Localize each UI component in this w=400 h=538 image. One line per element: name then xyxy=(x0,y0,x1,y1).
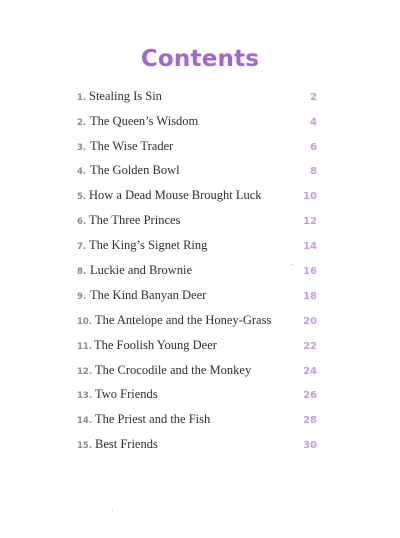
toc-entry[interactable] xyxy=(0,113,400,135)
entry-page-number: 24 xyxy=(303,366,317,377)
entry-number: 7. xyxy=(77,242,87,252)
entry-title: The Foolish Young Deer xyxy=(94,338,217,352)
entry-title: Stealing Is Sin xyxy=(89,89,162,103)
toc-entry[interactable] xyxy=(0,138,400,160)
entry-page-number: 8 xyxy=(310,166,317,177)
toc-entry[interactable] xyxy=(0,237,400,259)
entry-page-number: 4 xyxy=(310,117,317,128)
entry-number: 15. xyxy=(77,441,93,451)
entry-page-number: 6 xyxy=(310,142,317,153)
entry-title: Two Friends xyxy=(95,387,158,401)
toc-entry[interactable] xyxy=(0,212,400,234)
entry-page-number: 30 xyxy=(303,440,317,451)
entry-page-number: 26 xyxy=(303,390,317,401)
entry-number: 1. xyxy=(77,93,87,103)
entry-title: The Queen’s Wisdom xyxy=(90,114,199,128)
entry-number: 3. xyxy=(77,143,87,153)
entry-page-number: 10 xyxy=(303,191,317,202)
entry-title: The Three Princes xyxy=(89,213,181,227)
toc-entry[interactable] xyxy=(0,436,400,458)
entry-number: 6. xyxy=(77,217,87,227)
toc-entry[interactable] xyxy=(0,362,400,384)
entry-number: 4. xyxy=(77,167,87,177)
entry-title: Luckie and Brownie xyxy=(90,263,193,277)
entry-number: 5. xyxy=(77,192,87,202)
entry-number: 12. xyxy=(77,367,93,377)
paper-speck xyxy=(112,510,113,511)
entry-title: The Wise Trader xyxy=(90,139,174,153)
entry-title: The Golden Bowl xyxy=(90,163,180,177)
toc-entry[interactable] xyxy=(0,337,400,359)
entry-title: How a Dead Mouse Brought Luck xyxy=(89,188,262,202)
toc-entry[interactable] xyxy=(0,88,400,110)
entry-title: The Priest and the Fish xyxy=(95,412,211,426)
entry-page-number: 28 xyxy=(303,415,317,426)
toc-entry[interactable] xyxy=(0,312,400,334)
toc-entry[interactable] xyxy=(0,287,400,309)
entry-title: Best Friends xyxy=(95,437,158,451)
entry-number: 8. xyxy=(77,267,87,277)
entry-page-number: 14 xyxy=(303,241,317,252)
entry-page-number: 20 xyxy=(303,316,317,327)
entry-title: The Kind Banyan Deer xyxy=(90,288,207,302)
toc-entry[interactable] xyxy=(0,386,400,408)
entry-page-number: 2 xyxy=(310,92,317,103)
page-title: Contents xyxy=(140,46,260,72)
entry-number: 14. xyxy=(77,416,93,426)
entry-title: The Antelope and the Honey-Grass xyxy=(95,313,272,327)
entry-page-number: 16 xyxy=(303,266,317,277)
entry-page-number: 12 xyxy=(303,216,317,227)
toc-entry[interactable] xyxy=(0,411,400,433)
entry-number: 9. xyxy=(77,292,87,302)
entry-title: The Crocodile and the Monkey xyxy=(95,363,252,377)
entry-title: The King’s Signet Ring xyxy=(89,238,208,252)
toc-entry[interactable] xyxy=(0,162,400,184)
entry-number: 11. xyxy=(77,342,93,352)
entry-number: 13. xyxy=(77,391,93,401)
paper-speck xyxy=(291,264,292,265)
entry-page-number: 18 xyxy=(303,291,317,302)
toc-entry[interactable] xyxy=(0,187,400,209)
entry-number: 2. xyxy=(77,118,87,128)
toc-entry[interactable] xyxy=(0,262,400,284)
entry-page-number: 22 xyxy=(303,341,317,352)
entry-number: 10. xyxy=(77,317,93,327)
